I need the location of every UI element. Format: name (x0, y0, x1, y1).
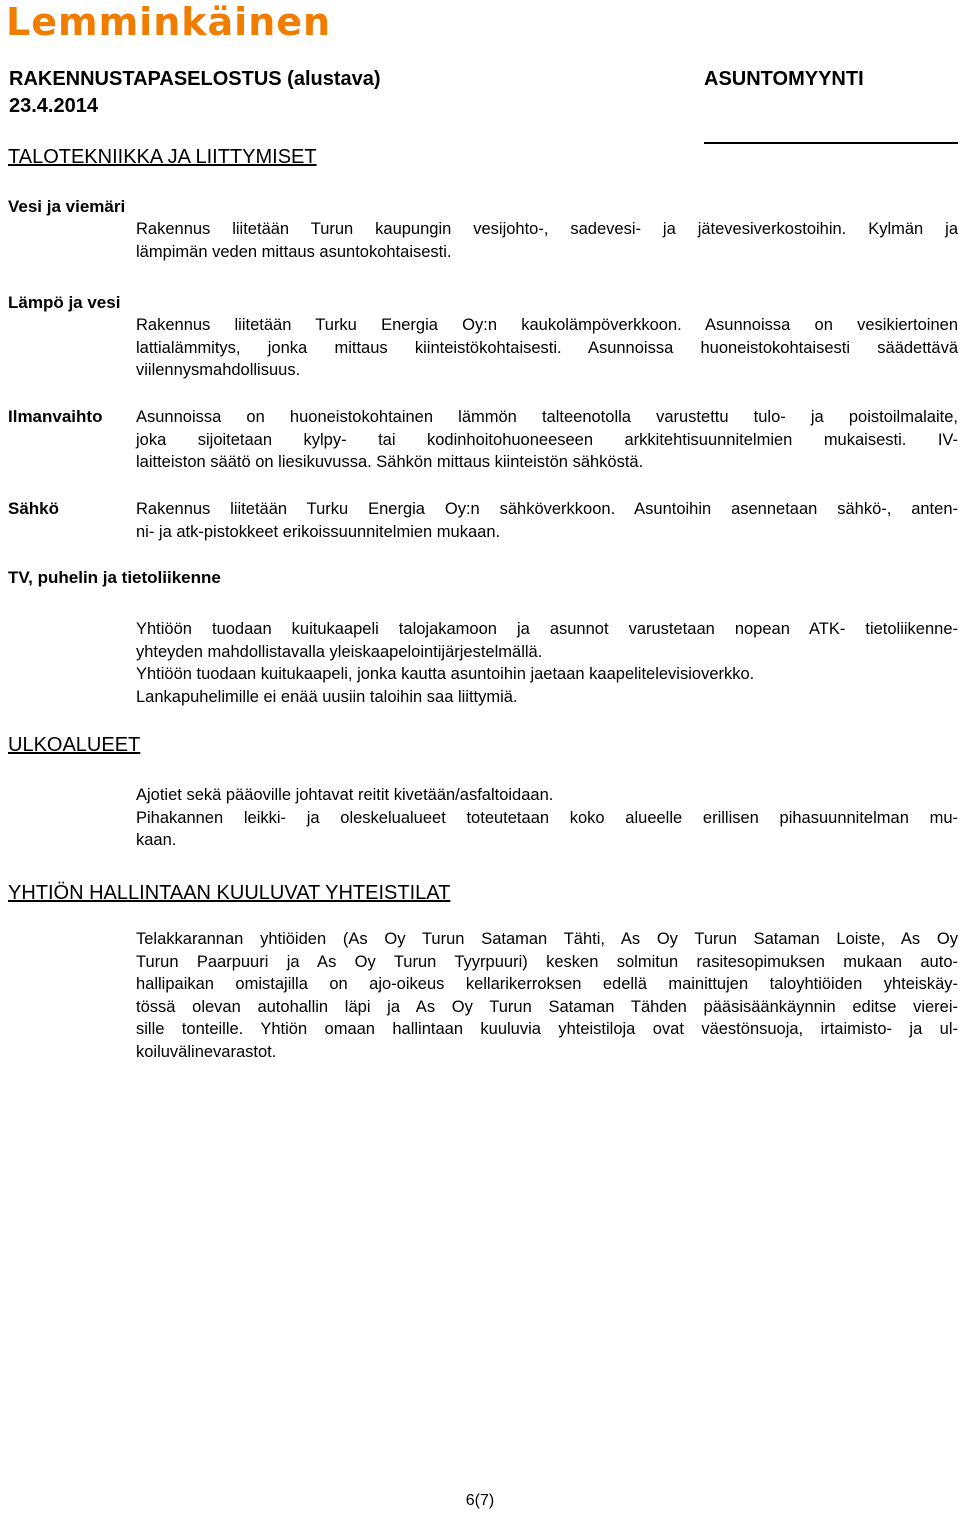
document-date: 23.4.2014 (9, 95, 98, 117)
text-line: Yhtiöön tuodaan kuitukaapeli talojakamoon ja asunnot varustetaan nopean ATK- tietoliikenne- (136, 620, 958, 638)
text-line: Pihakannen leikki- ja oleskelualueet toteutetaan koko alueelle erillisen pihasuunnitelman mu- (136, 808, 958, 827)
text-line: koiluvälinevarastot. (136, 1042, 277, 1061)
paragraph-ulkoalueet (136, 784, 958, 852)
text-line: Telakkarannan yhtiöiden (As Oy Turun Sataman Tähti, As Oy Turun Sataman Loiste, As Oy (136, 930, 958, 948)
text-line: Asunnoissa on huoneistokohtainen lämmön talteenotolla varustettu tulo- ja poistoilmalaite, (136, 408, 958, 426)
document-title: RAKENNUSTAPASELOSTUS (alustava) (9, 68, 381, 90)
document-section: ASUNTOMYYNTI (704, 68, 864, 90)
heading-ulkoalueet: ULKOALUEET (8, 734, 141, 756)
paragraph-ilmanvaihto (136, 406, 958, 474)
paragraph-lampo (136, 314, 958, 382)
paragraph-vesi (136, 218, 958, 263)
text-line: Rakennus liitetään Turun kaupungin vesijohto-, sadevesi- ja jätevesiverkostoihin. Kylmän ja (136, 220, 958, 238)
paragraph-tv (136, 618, 958, 708)
label-tv: TV, puhelin ja tietoliikenne (8, 568, 221, 587)
text-line: Ajotiet sekä pääoville johtavat reitit kivetään/asfaltoidaan. (136, 786, 554, 804)
text-line: yhteyden mahdollistavalla yleiskaapelointijärjestelmällä. (136, 642, 543, 661)
text-line: laitteiston säätö on liesikuvussa. Sähkön mittaus kiinteistön sähköstä. (136, 453, 644, 471)
text-line: Rakennus liitetään Turku Energia Oy:n kaukolämpöverkkoon. Asunnoissa on vesikiertoinen (136, 316, 958, 334)
header-divider (704, 142, 958, 144)
heading-talotekniikka: TALOTEKNIIKKA JA LIITTYMISET (8, 146, 317, 168)
text-line: Yhtiöön tuodaan kuitukaapeli, jonka kautta asuntoihin jaetaan kaapelitelevisioverkko. (136, 665, 755, 683)
text-line: viilennysmahdollisuus. (136, 361, 301, 379)
text-line: ni- ja atk-pistokkeet erikoissuunnitelmien mukaan. (136, 522, 501, 541)
text-line: Lankapuhelimille ei enää uusiin taloihin saa liittymiä. (136, 687, 518, 706)
label-ilmanvaihto: Ilmanvaihto (8, 407, 103, 426)
paragraph-yhteistilat (136, 928, 958, 1063)
label-sahko: Sähkö (8, 499, 60, 518)
page-number: 6(7) (465, 1492, 495, 1509)
text-line: Turun Paarpuuri ja As Oy Turun Tyyrpuuri) kesken solmitun rasitesopimuksen mukaan auto- (136, 952, 958, 971)
document-header (9, 66, 381, 120)
text-line: joka sijoitetaan kylpy- tai kodinhoitohuoneeseen arkkitehtisuunnitelmien mukaisesti. IV- (136, 430, 958, 449)
company-logo: Lemminkäinen (6, 0, 332, 44)
text-line: Rakennus liitetään Turku Energia Oy:n sähköverkkoon. Asuntoihin asennetaan sähkö-, anten- (136, 500, 958, 518)
text-line: sille tonteille. Yhtiön omaan hallintaan kuuluvia yhteistiloja ovat väestönsuoja, irtaimisto- ja ul- (136, 1020, 958, 1038)
text-line: hallipaikan omistajilla on ajo-oikeus kellarikerroksen edellä mainittujen taloyhtiöiden yhteiskäy- (136, 975, 958, 993)
paragraph-sahko (136, 498, 958, 543)
text-line: lämpimän veden mittaus asuntokohtaisesti. (136, 242, 452, 261)
heading-yhteistilat: YHTIÖN HALLINTAAN KUULUVAT YHTEISTILAT (8, 882, 451, 904)
text-line: tössä olevan autohallin läpi ja As Oy Turun Sataman Tähden pääsisäänkäynnin editse vierei- (136, 997, 958, 1016)
text-line: lattialämmitys, jonka mittaus kiinteistökohtaisesti. Asunnoissa huoneistokohtaisesti säädettävä (136, 338, 958, 357)
label-lampo: Lämpö ja vesi (8, 293, 121, 312)
text-line: kaan. (136, 831, 177, 849)
label-vesi: Vesi ja viemäri (8, 197, 126, 216)
